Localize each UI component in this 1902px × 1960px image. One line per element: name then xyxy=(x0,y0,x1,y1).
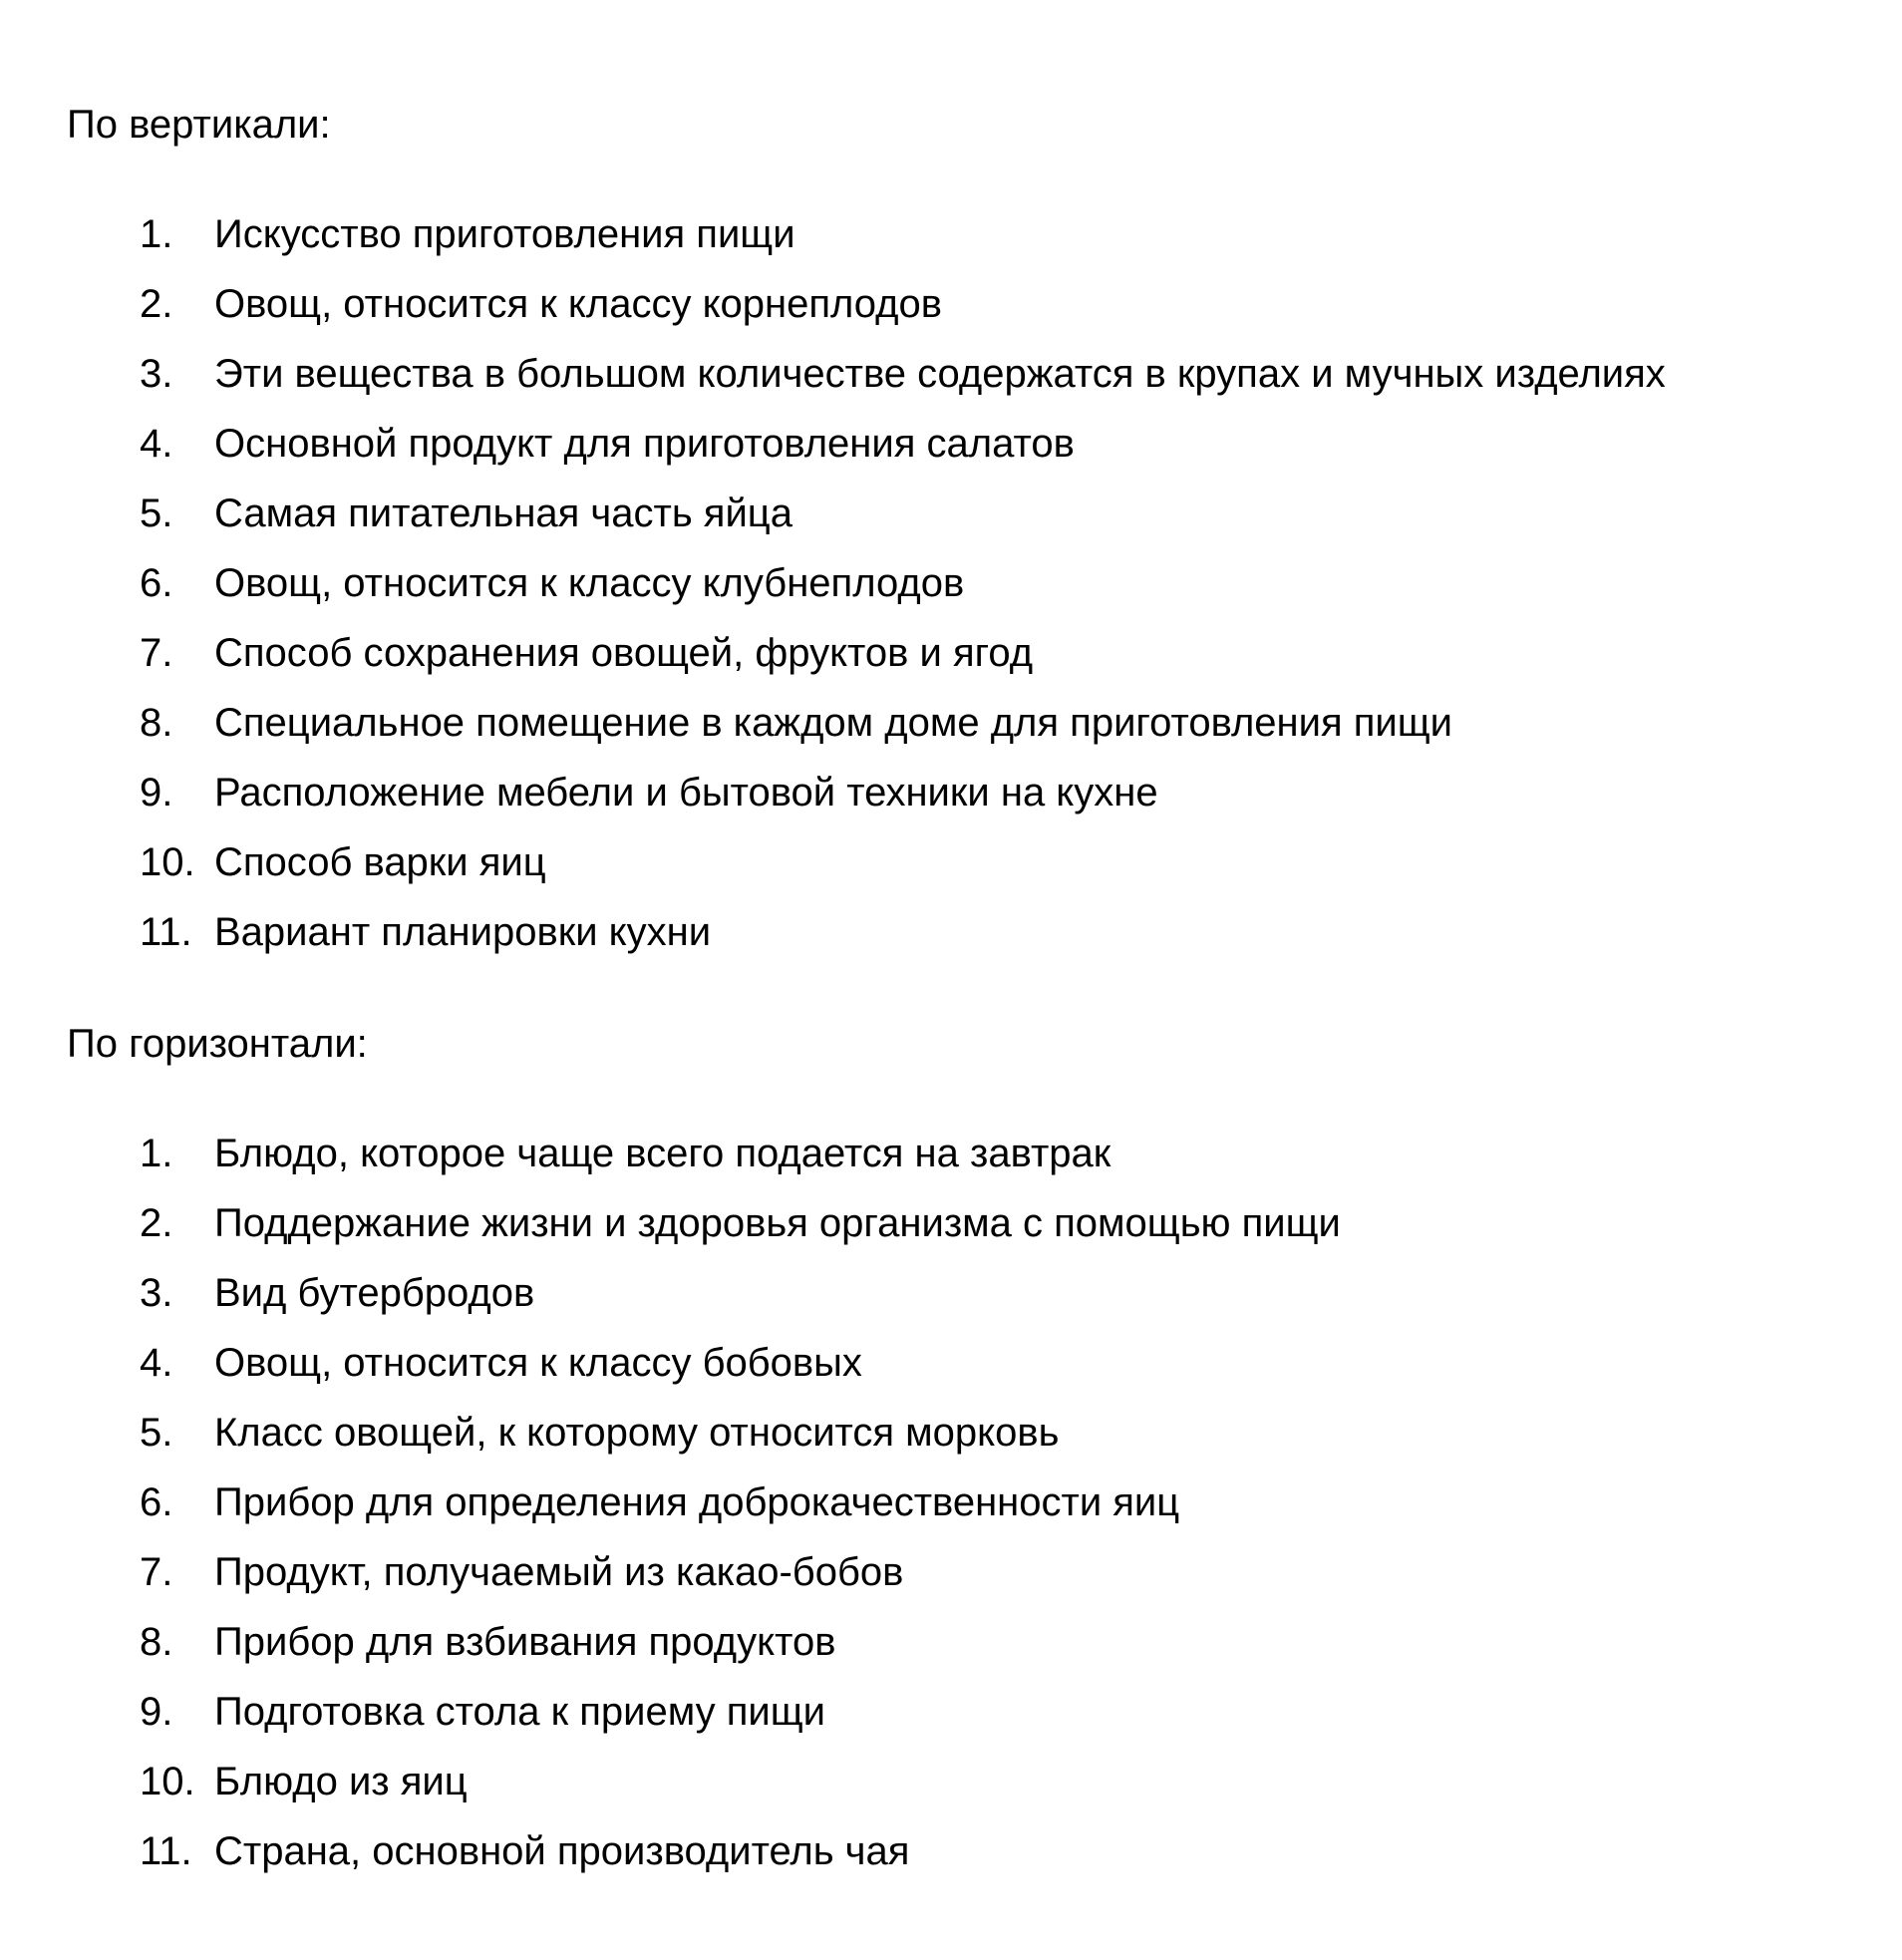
clue-number: 9. xyxy=(140,1690,173,1734)
clue-number: 10. xyxy=(140,1760,195,1803)
clue-number: 8. xyxy=(140,1620,173,1664)
clue-text: Блюдо, которое чаще всего подается на завтрак xyxy=(214,1132,1111,1175)
clue-item xyxy=(140,339,1666,409)
clue-number: 3. xyxy=(140,352,173,396)
clue-item xyxy=(140,269,1666,339)
clue-number: 5. xyxy=(140,491,173,535)
horizontal-heading: По горизонтали: xyxy=(67,1022,368,1066)
clue-text: Овощ, относится к классу клубнеплодов xyxy=(214,561,965,605)
clue-item xyxy=(140,1816,1341,1886)
clue-item xyxy=(140,618,1666,688)
clue-number: 7. xyxy=(140,631,173,675)
clue-text: Вид бутербродов xyxy=(214,1271,535,1315)
clue-item xyxy=(140,1677,1341,1747)
clue-number: 1. xyxy=(140,212,173,256)
clue-text: Специальное помещение в каждом доме для приготовления пищи xyxy=(214,701,1452,745)
clue-number: 6. xyxy=(140,561,173,605)
clue-number: 1. xyxy=(140,1132,173,1175)
clue-number: 8. xyxy=(140,701,173,745)
clue-text: Прибор для определения доброкачественности яиц xyxy=(214,1480,1180,1524)
clue-number: 2. xyxy=(140,282,173,326)
clue-number: 3. xyxy=(140,1271,173,1315)
clue-item xyxy=(140,827,1666,897)
clue-item xyxy=(140,1398,1341,1468)
clue-item xyxy=(140,897,1666,967)
clue-text: Способ сохранения овощей, фруктов и ягод xyxy=(214,631,1034,675)
clue-item xyxy=(140,1258,1341,1328)
clue-number: 11. xyxy=(140,910,192,954)
clue-text: Расположение мебели и бытовой техники на кухне xyxy=(214,771,1158,815)
clue-text: Основной продукт для приготовления салатов xyxy=(214,422,1075,466)
clue-number: 4. xyxy=(140,1341,173,1385)
clue-text: Вариант планировки кухни xyxy=(214,910,712,954)
clue-item xyxy=(140,1328,1341,1398)
vertical-heading: По вертикали: xyxy=(67,103,331,147)
clue-number: 10. xyxy=(140,840,195,884)
clue-item xyxy=(140,758,1666,827)
clue-text: Искусство приготовления пищи xyxy=(214,212,795,256)
clue-number: 9. xyxy=(140,771,173,815)
clue-number: 11. xyxy=(140,1829,192,1873)
clue-text: Овощ, относится к классу корнеплодов xyxy=(214,282,942,326)
clue-text: Способ варки яиц xyxy=(214,840,546,884)
horizontal-clue-list xyxy=(140,1119,1341,1886)
vertical-clue-list xyxy=(140,199,1666,967)
clue-number: 7. xyxy=(140,1550,173,1594)
clue-text: Страна, основной производитель чая xyxy=(214,1829,910,1873)
clue-text: Продукт, получаемый из какао-бобов xyxy=(214,1550,904,1594)
clue-item xyxy=(140,1537,1341,1607)
clue-item xyxy=(140,409,1666,479)
clue-item xyxy=(140,548,1666,618)
clue-text: Самая питательная часть яйца xyxy=(214,491,792,535)
clue-text: Блюдо из яиц xyxy=(214,1760,468,1803)
clue-number: 6. xyxy=(140,1480,173,1524)
clue-item xyxy=(140,199,1666,269)
clue-text: Класс овощей, к которому относится морковь xyxy=(214,1411,1060,1455)
clue-item xyxy=(140,1188,1341,1258)
clue-item xyxy=(140,1747,1341,1816)
clue-item xyxy=(140,688,1666,758)
clue-text: Поддержание жизни и здоровья организма с помощью пищи xyxy=(214,1201,1341,1245)
clue-text: Подготовка стола к приему пищи xyxy=(214,1690,826,1734)
clue-number: 2. xyxy=(140,1201,173,1245)
clue-number: 5. xyxy=(140,1411,173,1455)
clue-item xyxy=(140,479,1666,548)
clue-number: 4. xyxy=(140,422,173,466)
clue-text: Овощ, относится к классу бобовых xyxy=(214,1341,862,1385)
clue-text: Эти вещества в большом количестве содержатся в крупах и мучных изделиях xyxy=(214,352,1666,396)
clue-item xyxy=(140,1607,1341,1677)
clue-item xyxy=(140,1119,1341,1188)
clue-item xyxy=(140,1468,1341,1537)
clue-text: Прибор для взбивания продуктов xyxy=(214,1620,836,1664)
